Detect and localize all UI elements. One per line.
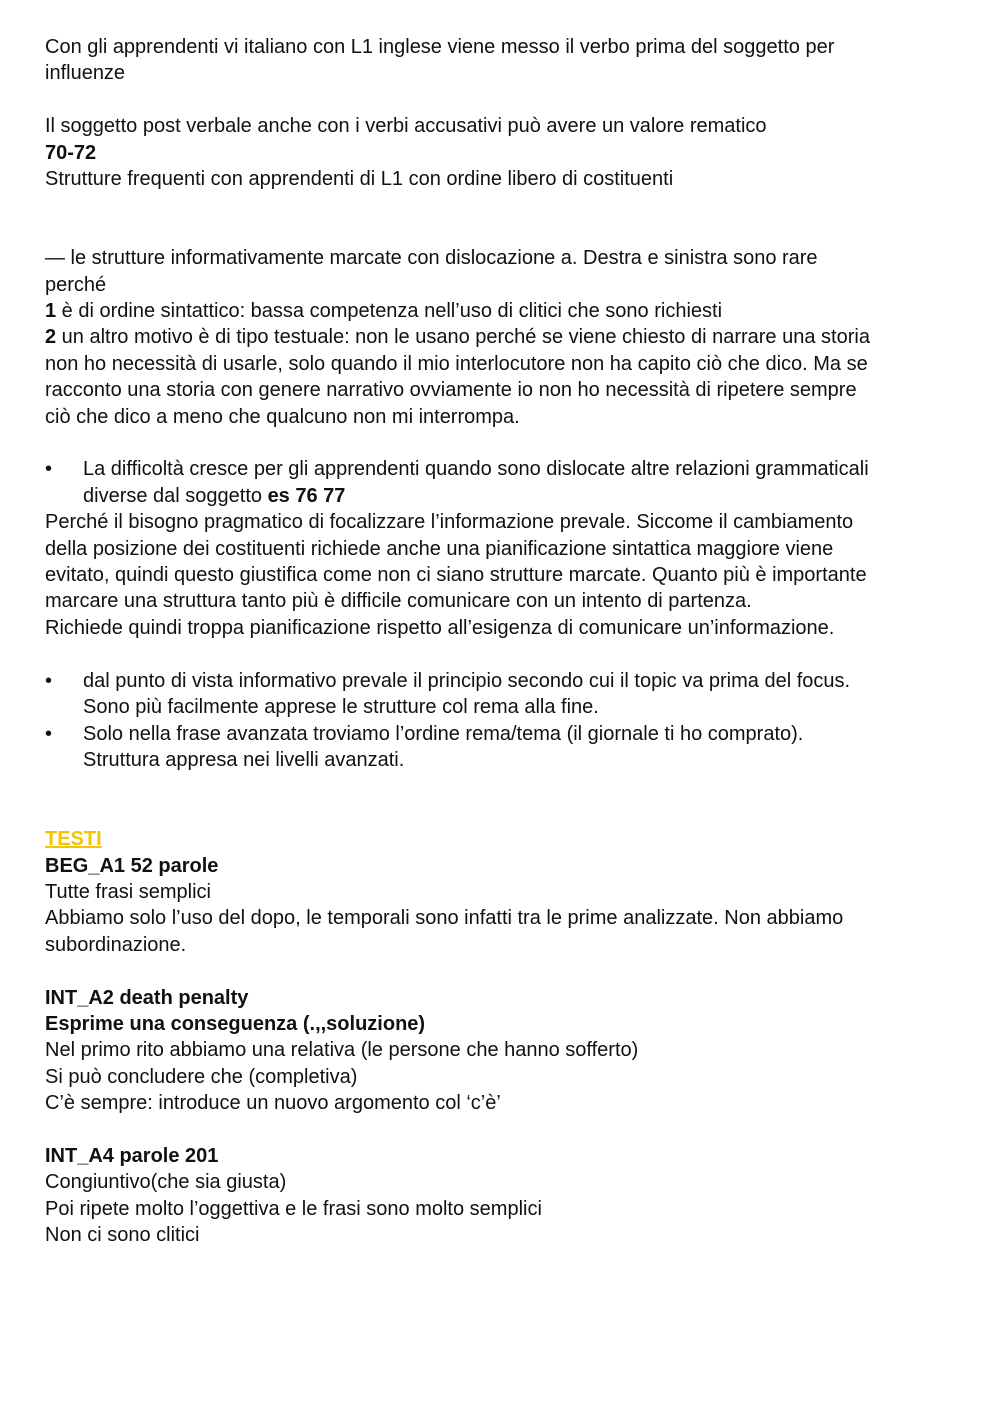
- spacer: [45, 641, 970, 667]
- text-line: [83, 483, 970, 509]
- text-line: Richiede quindi troppa pianificazione rispetto all’esigenza di comunicare un’informazione.: [45, 616, 835, 639]
- text-line: Congiuntivo(che sia giusta): [45, 1171, 287, 1194]
- text-line: racconto una storia con genere narrativo ovviamente io non ho necessità di ripetere sempre: [45, 379, 857, 402]
- text-line: influenze: [45, 62, 126, 85]
- text-line: Poi ripete molto l’oggettiva e le frasi sono molto semplici: [45, 1197, 542, 1220]
- section-heading: TESTI: [45, 828, 102, 851]
- text-line: dal punto di vista informativo prevale il principio secondo cui il topic va prima del focus.: [83, 669, 851, 692]
- text-line: Strutture frequenti con apprendenti di L1 con ordine libero di costituenti: [45, 168, 674, 191]
- text-span: diverse dal soggetto: [83, 484, 268, 507]
- text-line: Il soggetto post verbale anche con i verbi accusativi può avere un valore rematico: [45, 115, 767, 138]
- paragraph-postverbal-subject: [45, 113, 970, 192]
- spacer: [45, 773, 970, 826]
- text-subtitle: Esprime una conseguenza (.,,soluzione): [45, 1012, 426, 1035]
- paragraph-verb-before-subject: [45, 34, 970, 87]
- text-line: Tutte frasi semplici: [45, 880, 211, 903]
- document-page: [45, 34, 970, 1249]
- text-line: Solo nella frase avanzata troviamo l’ordine rema/tema (il giornale ti ho comprato).: [83, 722, 804, 745]
- text-line: Si può concludere che (completiva): [45, 1065, 358, 1088]
- text-line: Nel primo rito abbiamo una relativa (le persone che hanno sofferto): [45, 1039, 639, 1062]
- section-testi: [45, 826, 970, 1248]
- bullet-icon: •: [45, 458, 53, 481]
- text-line: La difficoltà cresce per gli apprendenti quando sono dislocate altre relazioni grammaticali: [83, 458, 869, 481]
- text-line: subordinazione.: [45, 933, 187, 956]
- paragraph-dislocation: [45, 245, 970, 430]
- text-line: della posizione dei costituenti richiede anche una pianificazione sintattica maggiore viene: [45, 537, 834, 560]
- bullet-icon: •: [45, 722, 53, 745]
- text-title: INT_A4 parole 201: [45, 1144, 219, 1167]
- spacer: [45, 430, 970, 456]
- point-number: 1: [45, 300, 57, 323]
- text-line: Non ci sono clitici: [45, 1224, 200, 1247]
- bullet-item-difficulty: [45, 456, 970, 509]
- bullet-icon: •: [45, 669, 53, 692]
- point-text: è di ordine sintattico: bassa competenza nell’uso di clitici che sono richiesti: [56, 300, 723, 323]
- bullet-item-rema-tema: [45, 721, 970, 774]
- text-line: Struttura appresa nei livelli avanzati.: [83, 748, 405, 771]
- text-title: INT_A2 death penalty: [45, 986, 249, 1009]
- paragraph-pragmatic-need: [45, 509, 970, 641]
- text-line: perché: [45, 273, 107, 296]
- text-title: BEG_A1 52 parole: [45, 854, 219, 877]
- text-line: evitato, quindi questo giustifica come non ci siano strutture marcate. Quanto più è importante: [45, 564, 867, 587]
- text-line: ciò che dico a meno che qualcuno non mi interrompa.: [45, 405, 520, 428]
- text-line: Con gli apprendenti vi italiano con L1 inglese viene messo il verbo prima del soggetto per: [45, 36, 835, 58]
- text-line: Abbiamo solo l’uso del dopo, le temporali sono infatti tra le prime analizzate. Non abbiamo: [45, 907, 844, 930]
- text-line: Sono più facilmente apprese le strutture col rema alla fine.: [83, 696, 599, 719]
- bullet-item-topic-focus: [45, 668, 970, 721]
- spacer: [45, 87, 970, 113]
- text-line: C’è sempre: introduce un nuovo argomento col ‘c’è’: [45, 1092, 501, 1115]
- spacer: [45, 192, 970, 245]
- point-text: un altro motivo è di tipo testuale: non le usano perché se viene chiesto di narrare una storia: [56, 326, 870, 349]
- numbered-point-2: [45, 324, 970, 350]
- example-reference: 70-72: [45, 141, 97, 164]
- spacer: [45, 958, 970, 984]
- text-line: Perché il bisogno pragmatico di focalizzare l’informazione prevale. Siccome il cambiamento: [45, 511, 854, 534]
- text-line: — le strutture informativamente marcate con dislocazione a. Destra e sinistra sono rare: [45, 247, 818, 270]
- text-line: non ho necessità di usarle, solo quando il mio interlocutore non ha capito ciò che dico. Ma se: [45, 352, 868, 375]
- example-reference: es 76 77: [267, 484, 346, 507]
- point-number: 2: [45, 326, 57, 349]
- numbered-point-1: [45, 298, 970, 324]
- text-line: marcare una struttura tanto più è difficile comunicare con un intento di partenza.: [45, 590, 752, 613]
- spacer: [45, 1117, 970, 1143]
